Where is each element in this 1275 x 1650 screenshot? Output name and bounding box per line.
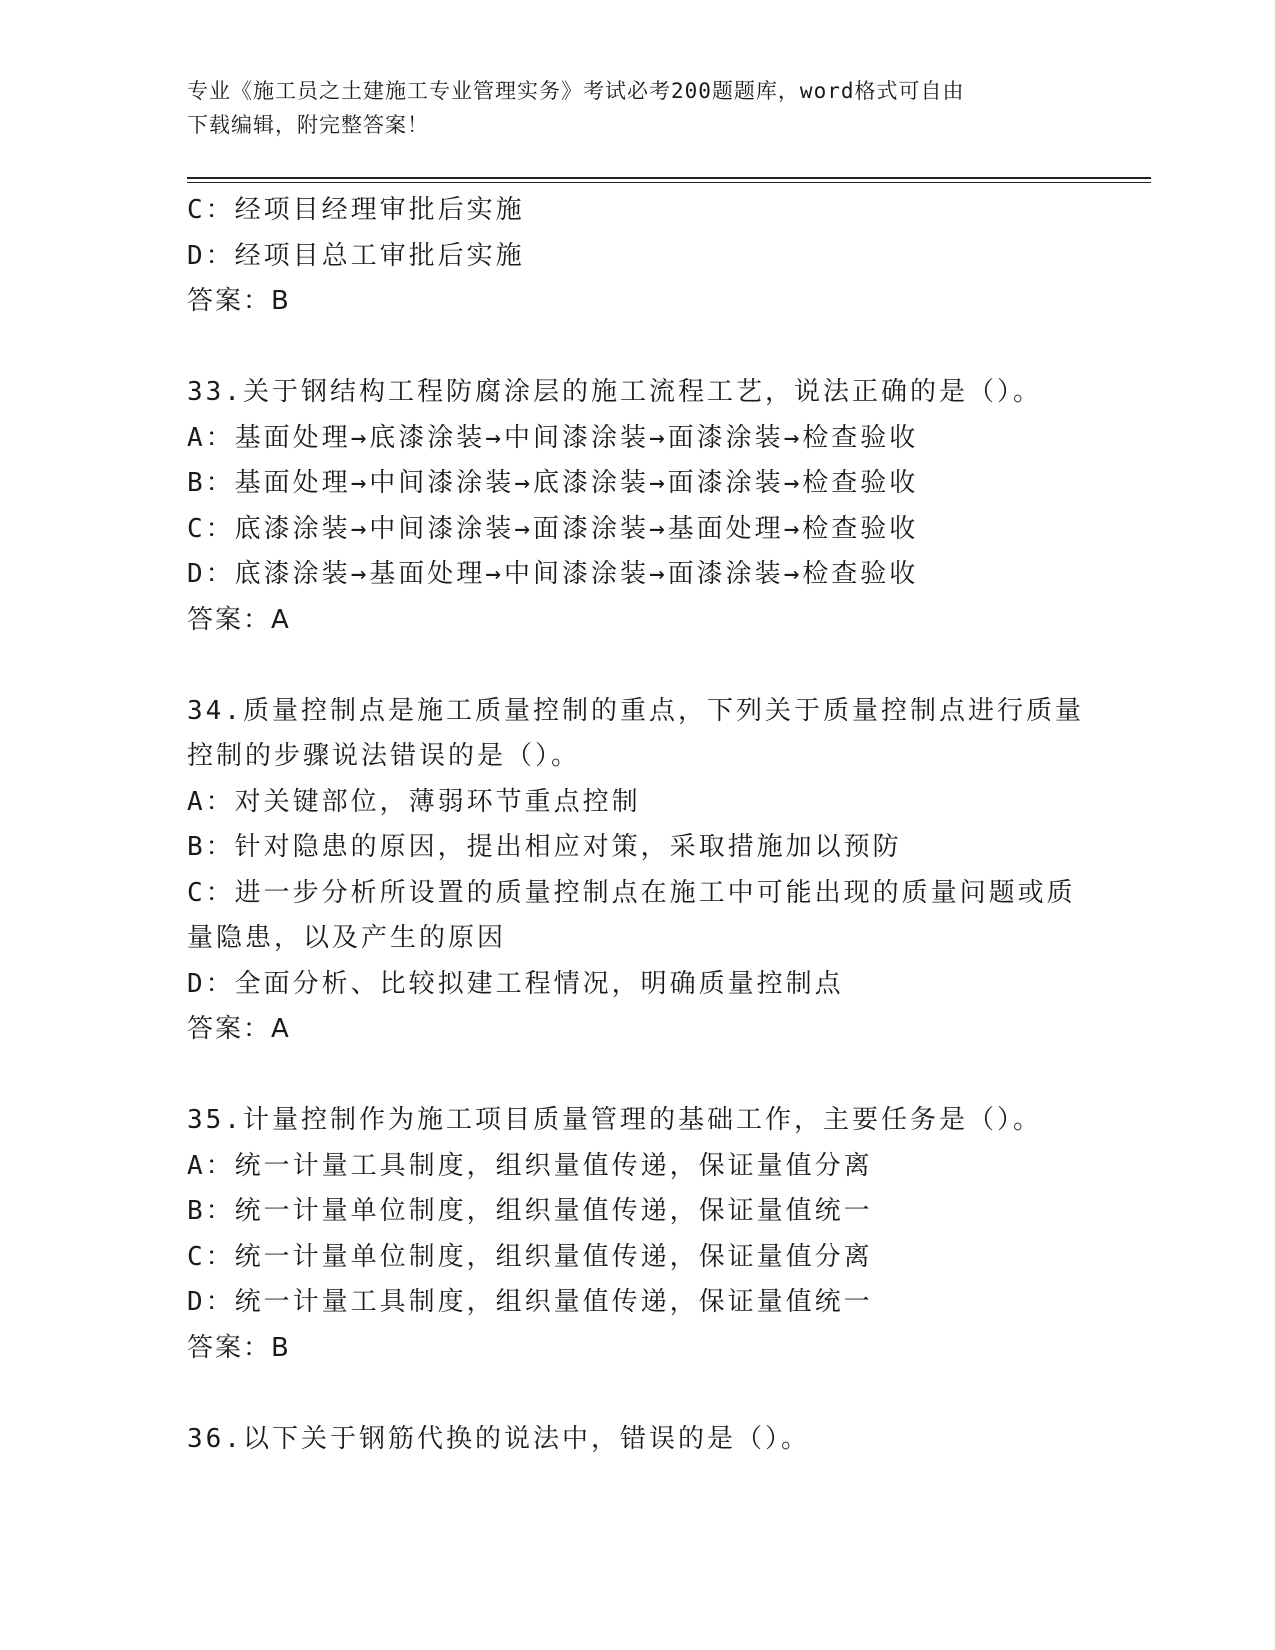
document-header [187, 74, 1067, 142]
answer-label: 答案：B [187, 286, 291, 316]
question-list [187, 188, 1087, 1462]
question-32-continued [187, 188, 1087, 325]
header-divider-thin [187, 182, 1151, 183]
option-c-continued: 量隐患，以及产生的原因 [187, 923, 507, 953]
option-c: C：经项目经理审批后实施 [187, 195, 525, 225]
option-c: C：底漆涂装→中间漆涂装→面漆涂装→基面处理→检查验收 [187, 513, 919, 544]
option-c: C：进一步分析所设置的质量控制点在施工中可能出现的质量问题或质 [187, 877, 1076, 908]
option-b: B：针对隐患的原因，提出相应对策，采取措施加以预防 [187, 832, 902, 862]
option-b: B：基面处理→中间漆涂装→底漆涂装→面漆涂装→检查验收 [187, 468, 919, 498]
answer-label: 答案：B [187, 1332, 291, 1363]
question-stem-continued: 控制的步骤说法错误的是（）。 [187, 741, 581, 771]
question-stem: 34.质量控制点是施工质量控制的重点，下列关于质量控制点进行质量 [187, 695, 1084, 726]
option-d: D：全面分析、比较拟建工程情况，明确质量控制点 [187, 968, 844, 999]
option-d: D：统一计量工具制度，组织量值传递，保证量值统一 [187, 1287, 873, 1317]
answer-label: 答案：A [187, 1014, 291, 1044]
answer-label: 答案：A [187, 604, 291, 635]
header-line-2: 下载编辑，附完整答案！ [187, 113, 429, 137]
option-a: A：基面处理→底漆涂装→中间漆涂装→面漆涂装→检查验收 [187, 422, 919, 453]
option-b: B：统一计量单位制度，组织量值传递，保证量值统一 [187, 1196, 873, 1226]
question-34 [187, 689, 1087, 1053]
spacer [187, 1053, 1087, 1099]
option-a: A：统一计量工具制度，组织量值传递，保证量值分离 [187, 1150, 873, 1181]
spacer [187, 325, 1087, 371]
option-c: C：统一计量单位制度，组织量值传递，保证量值分离 [187, 1241, 873, 1272]
question-33 [187, 370, 1087, 643]
spacer [187, 643, 1087, 689]
question-35 [187, 1098, 1087, 1371]
option-d: D：经项目总工审批后实施 [187, 240, 525, 271]
header-line-1: 专业《施工员之土建施工专业管理实务》考试必考200题题库，word格式可自由 [187, 79, 965, 103]
spacer [187, 1371, 1087, 1417]
option-d: D：底漆涂装→基面处理→中间漆涂装→面漆涂装→检查验收 [187, 559, 919, 589]
option-a: A：对关键部位，薄弱环节重点控制 [187, 786, 641, 817]
question-36 [187, 1417, 1087, 1463]
question-stem: 33.关于钢结构工程防腐涂层的施工流程工艺，说法正确的是（）。 [187, 377, 1042, 407]
header-divider-thick [187, 177, 1151, 179]
question-stem: 35.计量控制作为施工项目质量管理的基础工作，主要任务是（）。 [187, 1105, 1042, 1135]
question-stem: 36.以下关于钢筋代换的说法中，错误的是（）。 [187, 1423, 810, 1454]
